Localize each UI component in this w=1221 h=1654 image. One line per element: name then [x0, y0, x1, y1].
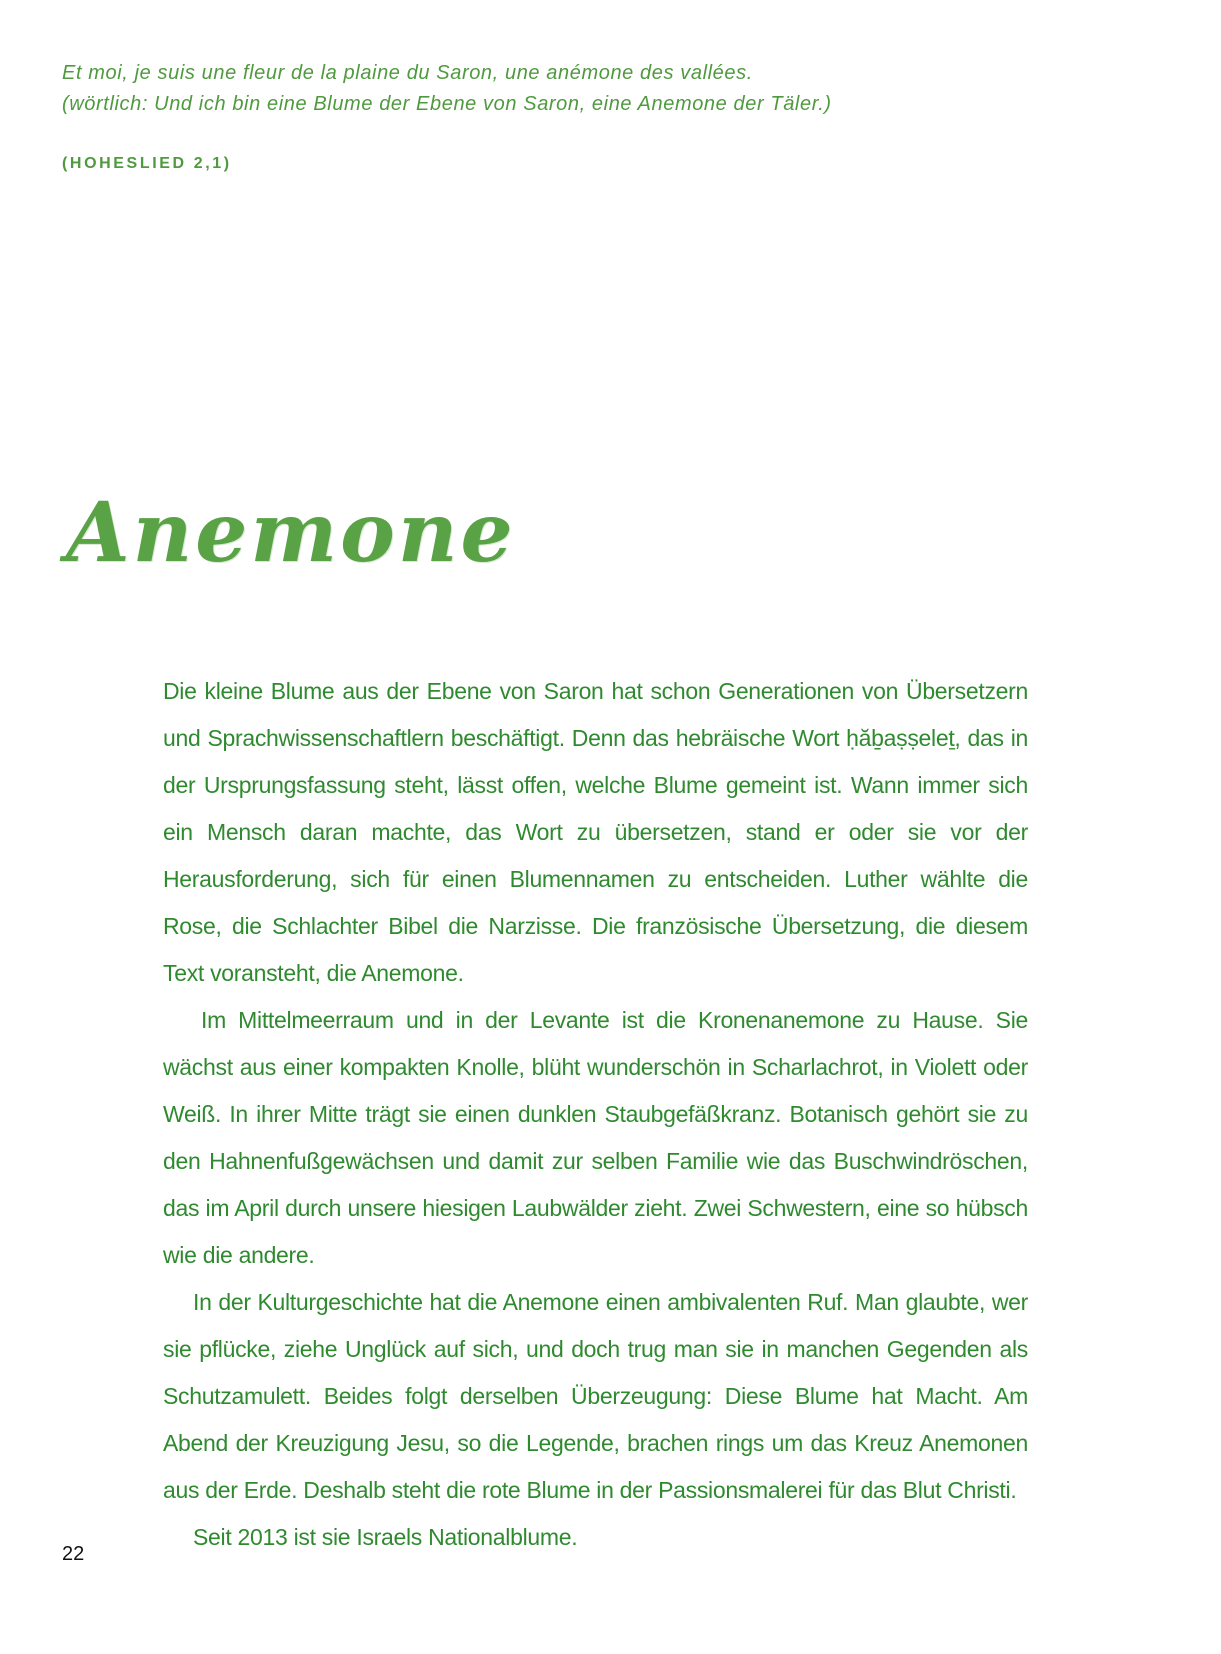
epigraph-line-french: Et moi, je suis une fleur de la plaine du Saron, une anémone des vallées. — [62, 62, 753, 84]
paragraph-3: In der Kulturgeschichte hat die Anemone einen ambivalenten Ruf. Man glaubte, wer sie pflücke, ziehe Unglück auf sich, und doch trug man sie in manchen Gegenden als Schutzamulett. Beides folgt derselben Überzeugung: Diese Blume hat Macht. Am Abend der Kreuzigung Jesu, so die Legende, brachen rings um das Kreuz Anemonen aus der Erde. Deshalb steht die rote Blume in der Passionsmalerei für das Blut Christi. — [163, 1289, 1028, 1503]
paragraph-2: Im Mittelmeerraum und in der Levante ist die Kronenanemone zu Hause. Sie wächst aus einer kompakten Knolle, blüht wunderschön in Scharlachrot, in Violett oder Weiß. In ihrer Mitte trägt sie einen dunklen Staubgefäßkranz. Botanisch gehört sie zu den Hahnenfußgewächsen und damit zur selben Familie wie das Buschwindröschen, das im April durch unsere hiesigen Laubwälder zieht. Zwei Schwestern, eine so hübsch wie die andere. — [163, 1007, 1028, 1268]
paragraph-1: Die kleine Blume aus der Ebene von Saron hat schon Generationen von Übersetzern und Sprachwissenschaftlern beschäftigt. Denn das hebräische Wort ḥăḇaṣṣeleṯ, das in der Ursprungsfassung steht, lässt offen, welche Blume gemeint ist. Wann immer sich ein Mensch daran machte, das Wort zu übersetzen, stand er oder sie vor der Herausforderung, sich für einen Blumennamen zu entscheiden. Luther wählte die Rose, die Schlachter Bibel die Narzisse. Die französische Übersetzung, die diesem Text voransteht, die Anemone. — [163, 678, 1028, 986]
paragraph-4: Seit 2013 ist sie Israels Nationalblume. — [193, 1524, 578, 1550]
body-text — [163, 668, 1028, 1561]
epigraph — [62, 58, 962, 120]
page-number: 22 — [62, 1543, 85, 1565]
chapter-heading: Anemone — [66, 485, 516, 581]
epigraph-source: (HOHESLIED 2,1) — [62, 155, 232, 172]
epigraph-line-german: (wörtlich: Und ich bin eine Blume der Ebene von Saron, eine Anemone der Täler.) — [62, 93, 832, 115]
